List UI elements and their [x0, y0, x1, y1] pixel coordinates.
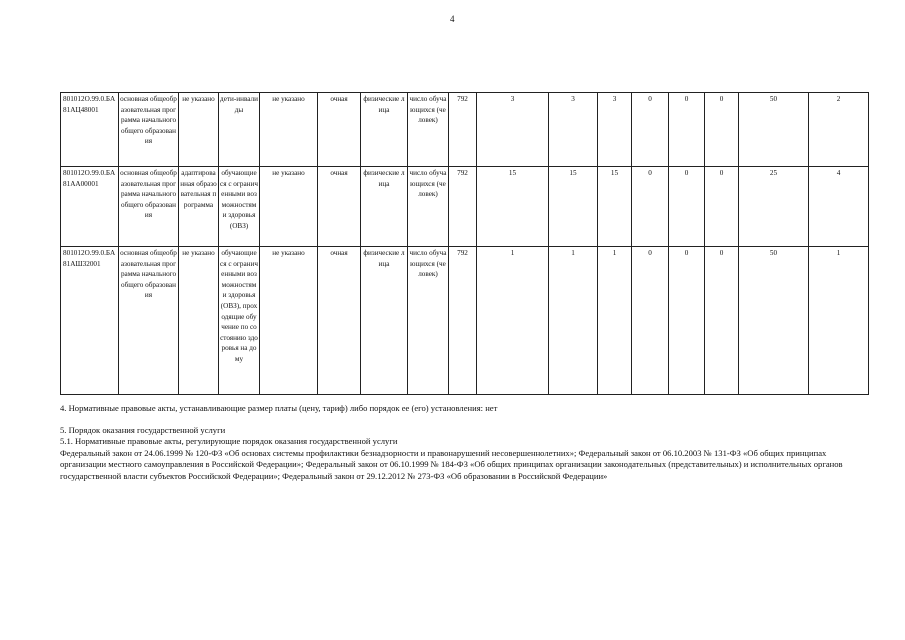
table-row: [61, 247, 869, 395]
unit-cell: число обучающихся (человек): [408, 93, 449, 167]
value-cell: 0: [705, 167, 739, 247]
table-row: [61, 167, 869, 247]
registry-code: 801012О.99.0.БА81АА00001: [61, 167, 119, 247]
value-cell: 15: [598, 167, 632, 247]
value-cell: 3: [549, 93, 598, 167]
value-cell: 0: [669, 247, 705, 395]
student-category-cell: дети-инвалиды: [219, 93, 260, 167]
table-row: [61, 93, 869, 167]
service-volume-table: [60, 92, 869, 395]
value-cell: 15: [549, 167, 598, 247]
value-cell: 0: [669, 93, 705, 167]
program-cell: основная общеобразовательная программа начального общего образования: [119, 247, 179, 395]
okei-cell: 792: [449, 93, 477, 167]
value-cell: 0: [705, 93, 739, 167]
section-5-title: 5. Порядок оказания государственной услуги: [60, 424, 226, 435]
value-cell: 0: [705, 247, 739, 395]
notes-section: [60, 403, 850, 482]
value-cell: 2: [809, 93, 869, 167]
consumers-cell: физические лица: [361, 93, 408, 167]
indicator-cell: не указано: [260, 93, 318, 167]
indicator-cell: не указано: [260, 167, 318, 247]
value-cell: 0: [632, 167, 669, 247]
value-cell: 1: [477, 247, 549, 395]
value-cell: 15: [477, 167, 549, 247]
value-cell: 0: [632, 93, 669, 167]
form-cell: очная: [318, 247, 361, 395]
section-5-1-text: Федеральный закон от 24.06.1999 № 120-ФЗ «Об основах системы профилактики безнадзорности и правонарушений несовершеннолетних»; Федеральный закон от 06.10.2003 № 131-ФЗ «Об общих принципах организации местного самоуправления в Российской Федерации»; Федеральный закон от 06.10.1999 № 184-ФЗ «Об общих принципах организации законодательных (представительных) и исполнительных органов государственной власти субъектов Российской Федерации»; Федеральный закон от 29.12.2012 № 273-ФЗ «Об образовании в Российской Федерации»: [60, 447, 843, 481]
value-cell: 50: [739, 247, 809, 395]
unit-cell: число обучающихся (человек): [408, 167, 449, 247]
form-cell: очная: [318, 167, 361, 247]
value-cell: 3: [598, 93, 632, 167]
section-5-1-title: 5.1. Нормативные правовые акты, регулирующие порядок оказания государственной услуги: [60, 436, 398, 446]
okei-cell: 792: [449, 247, 477, 395]
registry-code: 801012О.99.0.БА81АШ32001: [61, 247, 119, 395]
program-type-cell: адаптированная образовательная программа: [179, 167, 219, 247]
student-category-cell: обучающиеся с ограниченными возможностями здоровья (ОВЗ), проходящие обучение по состоянию здоровья на дому: [219, 247, 260, 395]
value-cell: 50: [739, 93, 809, 167]
okei-cell: 792: [449, 167, 477, 247]
program-cell: основная общеобразовательная программа начального общего образования: [119, 167, 179, 247]
value-cell: 3: [477, 93, 549, 167]
value-cell: 0: [669, 167, 705, 247]
value-cell: 4: [809, 167, 869, 247]
value-cell: 0: [632, 247, 669, 395]
consumers-cell: физические лица: [361, 247, 408, 395]
unit-cell: число обучающихся (человек): [408, 247, 449, 395]
indicator-cell: не указано: [260, 247, 318, 395]
value-cell: 25: [739, 167, 809, 247]
program-type-cell: не указано: [179, 247, 219, 395]
value-cell: 1: [809, 247, 869, 395]
value-cell: 1: [549, 247, 598, 395]
consumers-cell: физические лица: [361, 167, 408, 247]
page-number: 4: [450, 14, 455, 24]
program-cell: основная общеобразовательная программа начального общего образования: [119, 93, 179, 167]
form-cell: очная: [318, 93, 361, 167]
registry-code: 801012О.99.0.БА81АЦ48001: [61, 93, 119, 167]
value-cell: 1: [598, 247, 632, 395]
student-category-cell: обучающиеся с ограниченными возможностями здоровья (ОВЗ): [219, 167, 260, 247]
section-4-text: 4. Нормативные правовые акты, устанавливающие размер платы (цену, тариф) либо порядок ее (его) установления: нет: [60, 403, 498, 413]
program-type-cell: не указано: [179, 93, 219, 167]
